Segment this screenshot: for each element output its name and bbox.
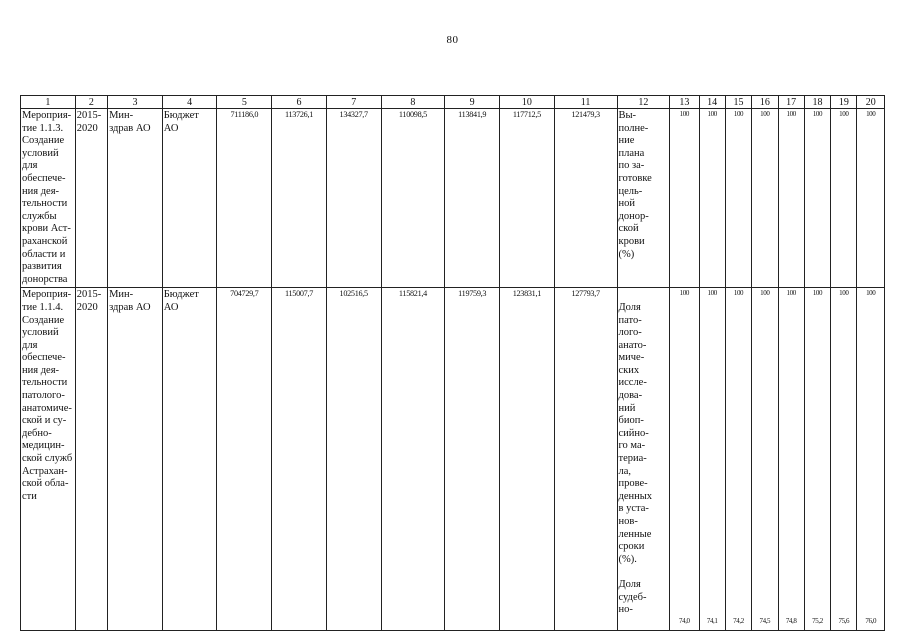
value-cell: 100 — [670, 109, 699, 288]
amount-cell: 121479,3 — [554, 109, 617, 288]
amount-cell: 704729,7 — [217, 288, 272, 631]
event-cell: Мероприя- тие 1.1.3. Создание условий для обеспече- ния дея- тельности службы крови Аст- раханской области и развития донорства — [21, 109, 76, 288]
header-cell: 9 — [445, 96, 500, 109]
funding-source-cell: Бюджет АО — [162, 288, 217, 631]
header-cell: 11 — [554, 96, 617, 109]
value-cell — [725, 288, 751, 631]
indicator-cell: Вы- полне- ние плана по за- готовке цель- ной донор- ской крови (%) — [617, 109, 670, 288]
table-row — [21, 109, 885, 288]
value-top: 100 — [707, 289, 717, 298]
table-header-row — [21, 96, 885, 109]
value-bottom: 75,2 — [812, 617, 823, 626]
header-cell: 10 — [500, 96, 555, 109]
amount-cell: 127793,7 — [554, 288, 617, 631]
period-cell: 2015- 2020 — [75, 109, 107, 288]
value-cell — [778, 288, 804, 631]
executor-cell: Мин- здрав АО — [108, 288, 163, 631]
value-cell — [804, 288, 830, 631]
indicator-cell — [617, 288, 670, 631]
page-number: 80 — [446, 34, 459, 46]
value-bottom: 76,0 — [865, 617, 877, 626]
value-cell — [752, 288, 778, 631]
value-bottom: 74,1 — [706, 617, 718, 626]
header-cell: 19 — [831, 96, 857, 109]
value-bottom: 74,5 — [759, 617, 771, 626]
value-bottom: 74,2 — [733, 617, 744, 626]
value-top: 100 — [866, 289, 876, 298]
header-cell: 15 — [725, 96, 751, 109]
value-top: 100 — [812, 289, 823, 298]
header-cell: 14 — [699, 96, 725, 109]
value-cell: 100 — [778, 109, 804, 288]
amount-cell: 113841,9 — [445, 109, 500, 288]
header-cell: 2 — [75, 96, 107, 109]
value-cell: 100 — [752, 109, 778, 288]
amount-cell: 102516,5 — [326, 288, 381, 631]
value-bottom: 74,8 — [785, 617, 797, 626]
amount-cell: 134327,7 — [326, 109, 381, 288]
header-cell: 18 — [804, 96, 830, 109]
value-cell: 100 — [804, 109, 830, 288]
funding-source-cell: Бюджет АО — [162, 109, 217, 288]
value-bottom: 74,0 — [679, 617, 690, 626]
header-cell: 20 — [857, 96, 885, 109]
executor-cell: Мин- здрав АО — [108, 109, 163, 288]
header-cell: 12 — [617, 96, 670, 109]
amount-cell: 113726,1 — [272, 109, 327, 288]
value-cell: 100 — [857, 109, 885, 288]
value-cell: 100 — [699, 109, 725, 288]
program-table — [20, 95, 885, 631]
value-cell — [831, 288, 857, 631]
value-bottom: 75,6 — [838, 617, 850, 626]
value-top: 100 — [733, 289, 744, 298]
header-cell: 8 — [381, 96, 445, 109]
amount-cell: 110098,5 — [381, 109, 445, 288]
value-cell: 100 — [831, 109, 857, 288]
amount-cell: 123831,1 — [500, 288, 555, 631]
value-top: 100 — [839, 289, 849, 298]
header-cell: 6 — [272, 96, 327, 109]
amount-cell: 115821,4 — [381, 288, 445, 631]
header-cell: 4 — [162, 96, 217, 109]
value-top: 100 — [679, 289, 689, 298]
header-cell: 3 — [108, 96, 163, 109]
table-row — [21, 288, 885, 631]
header-cell: 17 — [778, 96, 804, 109]
amount-cell: 115007,7 — [272, 288, 327, 631]
amount-cell: 711186,0 — [217, 109, 272, 288]
value-cell — [670, 288, 699, 631]
header-cell: 13 — [670, 96, 699, 109]
value-top: 100 — [786, 289, 796, 298]
period-cell: 2015- 2020 — [75, 288, 107, 631]
indicator-text: Доля пато- лого- анато- миче- ских иссле- дова- ний биоп- сийно- го ма- териа- ла, прове- денных в уста- нов- ленные сроки (%). — [618, 301, 653, 565]
header-cell: 5 — [217, 96, 272, 109]
value-cell — [857, 288, 885, 631]
amount-cell: 119759,3 — [445, 288, 500, 631]
event-cell: Мероприя- тие 1.1.4. Создание условий для обеспече- ния дея- тельности патолого- анатомиче- ской и су- дебно- медицин- ской служб Астрахан- ской обла- сти — [21, 288, 76, 631]
value-top: 100 — [760, 289, 770, 298]
header-cell: 16 — [752, 96, 778, 109]
value-cell: 100 — [725, 109, 751, 288]
header-cell: 1 — [21, 96, 76, 109]
amount-cell: 117712,5 — [500, 109, 555, 288]
header-cell: 7 — [326, 96, 381, 109]
value-cell — [699, 288, 725, 631]
indicator-text-continued: Доля судеб- но- — [618, 578, 647, 616]
